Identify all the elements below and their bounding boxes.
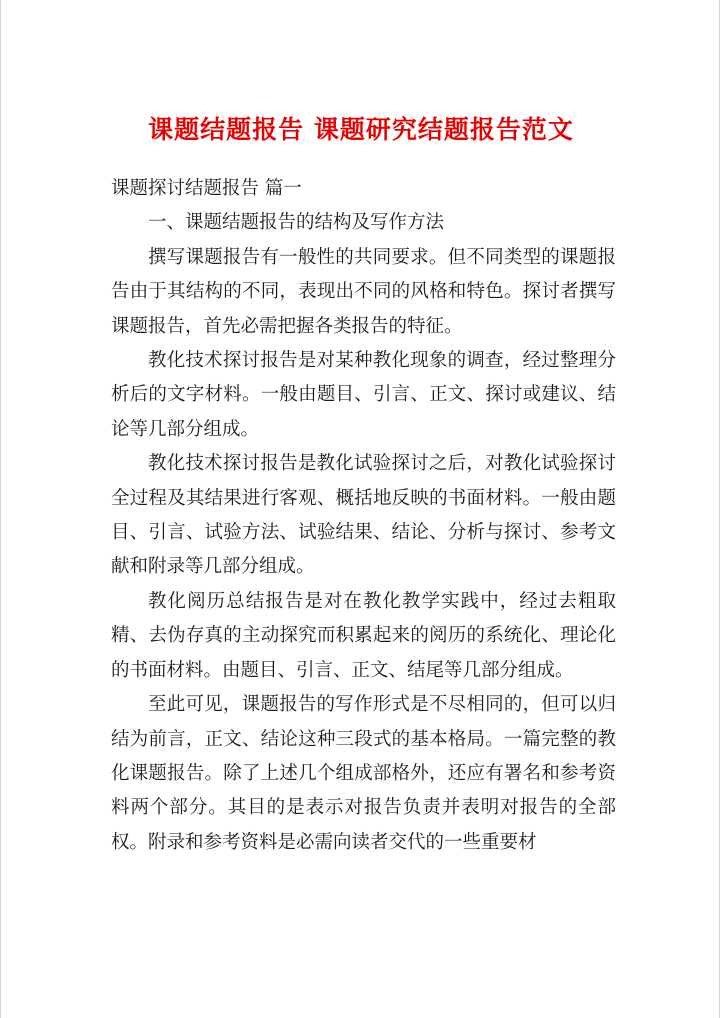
section-heading: 一、课题结题报告的结构及写作方法 bbox=[148, 212, 445, 234]
document-title: 课题结题报告 课题研究结题报告范文 bbox=[148, 115, 574, 144]
document-subtitle: 课题探讨结题报告 篇一 bbox=[111, 178, 302, 199]
paragraph-2: 教化技术探讨报告是对某种教化现象的调查，经过整理分析后的文字材料。一般由题目、引言、正文、探讨或建议、结论等几部分组成。 bbox=[111, 350, 616, 440]
paragraph-3: 教化技术探讨报告是教化试验探讨之后，对教化试验探讨全过程及其结果进行客观、概括地反映的书面材料。一般由题目、引言、试验方法、试验结果、结论、分析与探讨、参考文献和附录等几部分组成。 bbox=[111, 453, 616, 578]
paragraph-5: 至此可见，课题报告的写作形式是不尽相同的，但可以归结为前言，正文、结论这种三段式的基本格局。一篇完整的教化课题报告。除了上述几个组成部格外，还应有署名和参考资料两个部分。其目的是表示对报告负责并表明对报告的全部权。附录和参考资料是必需向读者交代的一些重要材 bbox=[111, 694, 616, 853]
paragraph-4: 教化阅历总结报告是对在教化教学实践中，经过去粗取精、去伪存真的主动探究而积累起来的阅历的系统化、理论化的书面材料。由题目、引言、正文、结尾等几部分组成。 bbox=[111, 590, 616, 681]
paragraph-1: 撰写课题报告有一般性的共同要求。但不同类型的课题报告由于其结构的不同，表现出不同的风格和特色。探讨者撰写课题报告，首先必需把握各类报告的特征。 bbox=[111, 246, 616, 337]
document-body bbox=[111, 172, 616, 860]
